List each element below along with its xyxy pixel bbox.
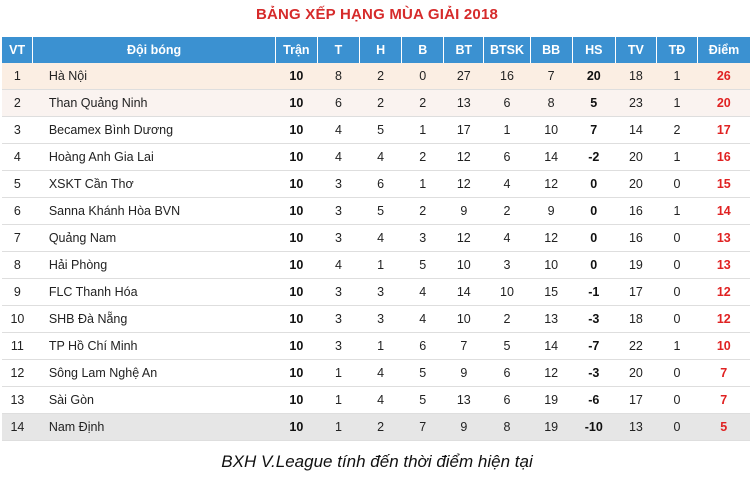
rank-cell: 11 [2,333,33,360]
played-cell: 10 [275,144,317,171]
points-cell: 12 [698,306,750,333]
header-played: Trận [275,37,317,63]
goal-diff-cell: -7 [572,333,615,360]
goals-against-cell: 9 [530,198,572,225]
goals-for-cell: 10 [444,252,484,279]
draws-cell: 4 [360,144,402,171]
draws-cell: 4 [360,360,402,387]
away-goals-cell: 6 [484,360,530,387]
played-cell: 10 [275,198,317,225]
goals-for-cell: 9 [444,198,484,225]
red-cards-cell: 0 [656,360,697,387]
goal-diff-cell: 7 [572,117,615,144]
table-row [2,387,750,414]
table-row [2,225,750,252]
away-goals-cell: 16 [484,63,530,90]
losses-cell: 5 [402,252,444,279]
header-wins: T [317,37,359,63]
wins-cell: 1 [317,360,359,387]
yellow-cards-cell: 14 [615,117,656,144]
points-cell: 20 [698,90,750,117]
goal-diff-cell: -3 [572,306,615,333]
draws-cell: 2 [360,63,402,90]
losses-cell: 2 [402,144,444,171]
losses-cell: 2 [402,90,444,117]
draws-cell: 3 [360,306,402,333]
table-row [2,414,750,441]
losses-cell: 2 [402,198,444,225]
away-goals-cell: 4 [484,171,530,198]
yellow-cards-cell: 22 [615,333,656,360]
rank-cell: 7 [2,225,33,252]
header-goals-against: BB [530,37,572,63]
wins-cell: 4 [317,144,359,171]
yellow-cards-cell: 16 [615,225,656,252]
draws-cell: 1 [360,252,402,279]
table-row [2,360,750,387]
losses-cell: 4 [402,306,444,333]
header-losses: B [402,37,444,63]
losses-cell: 7 [402,414,444,441]
rank-cell: 2 [2,90,33,117]
away-goals-cell: 2 [484,198,530,225]
away-goals-cell: 6 [484,90,530,117]
header-team: Đội bóng [33,37,275,63]
yellow-cards-cell: 16 [615,198,656,225]
rank-cell: 4 [2,144,33,171]
played-cell: 10 [275,63,317,90]
losses-cell: 0 [402,63,444,90]
table-row [2,252,750,279]
played-cell: 10 [275,279,317,306]
team-name-cell: SHB Đà Nẵng [33,306,275,333]
goal-diff-cell: 20 [572,63,615,90]
header-yellow-cards: TV [615,37,656,63]
yellow-cards-cell: 18 [615,63,656,90]
wins-cell: 6 [317,90,359,117]
points-cell: 10 [698,333,750,360]
red-cards-cell: 1 [656,63,697,90]
team-name-cell: Hoàng Anh Gia Lai [33,144,275,171]
goals-against-cell: 10 [530,252,572,279]
goals-against-cell: 8 [530,90,572,117]
points-cell: 12 [698,279,750,306]
goal-diff-cell: -1 [572,279,615,306]
page-title: BẢNG XẾP HẠNG MÙA GIẢI 2018 [255,6,499,23]
wins-cell: 3 [317,225,359,252]
header-red-cards: TĐ [656,37,697,63]
losses-cell: 5 [402,360,444,387]
draws-cell: 2 [360,90,402,117]
points-cell: 15 [698,171,750,198]
team-name-cell: Than Quảng Ninh [33,90,275,117]
rank-cell: 1 [2,63,33,90]
team-name-cell: TP Hồ Chí Minh [33,333,275,360]
team-name-cell: Quảng Nam [33,225,275,252]
goals-against-cell: 10 [530,117,572,144]
wins-cell: 4 [317,117,359,144]
rank-cell: 9 [2,279,33,306]
played-cell: 10 [275,360,317,387]
team-name-cell: Becamex Bình Dương [33,117,275,144]
away-goals-cell: 3 [484,252,530,279]
wins-cell: 3 [317,171,359,198]
away-goals-cell: 2 [484,306,530,333]
table-row [2,198,750,225]
yellow-cards-cell: 13 [615,414,656,441]
yellow-cards-cell: 20 [615,171,656,198]
away-goals-cell: 5 [484,333,530,360]
wins-cell: 4 [317,252,359,279]
goal-diff-cell: -10 [572,414,615,441]
rank-cell: 13 [2,387,33,414]
points-cell: 7 [698,360,750,387]
goals-for-cell: 27 [444,63,484,90]
goals-against-cell: 13 [530,306,572,333]
table-row [2,117,750,144]
header-draws: H [360,37,402,63]
played-cell: 10 [275,414,317,441]
red-cards-cell: 0 [656,171,697,198]
losses-cell: 1 [402,171,444,198]
away-goals-cell: 1 [484,117,530,144]
goals-against-cell: 14 [530,144,572,171]
played-cell: 10 [275,306,317,333]
draws-cell: 2 [360,414,402,441]
yellow-cards-cell: 20 [615,144,656,171]
team-name-cell: Sông Lam Nghệ An [33,360,275,387]
table-row [2,90,750,117]
wins-cell: 3 [317,333,359,360]
goal-diff-cell: -6 [572,387,615,414]
header-away-goals: BTSK [484,37,530,63]
losses-cell: 5 [402,387,444,414]
standings-table [2,37,750,441]
away-goals-cell: 10 [484,279,530,306]
rank-cell: 10 [2,306,33,333]
wins-cell: 1 [317,414,359,441]
goals-for-cell: 13 [444,90,484,117]
red-cards-cell: 0 [656,225,697,252]
wins-cell: 3 [317,198,359,225]
away-goals-cell: 8 [484,414,530,441]
rank-cell: 12 [2,360,33,387]
goal-diff-cell: -2 [572,144,615,171]
table-header-row [2,37,750,63]
goals-for-cell: 9 [444,360,484,387]
points-cell: 14 [698,198,750,225]
played-cell: 10 [275,387,317,414]
header-points: Điểm [698,37,750,63]
header-rank: VT [2,37,33,63]
draws-cell: 5 [360,117,402,144]
yellow-cards-cell: 17 [615,279,656,306]
draws-cell: 5 [360,198,402,225]
points-cell: 5 [698,414,750,441]
header-goal-diff: HS [572,37,615,63]
goal-diff-cell: -3 [572,360,615,387]
red-cards-cell: 0 [656,279,697,306]
table-row [2,306,750,333]
goals-for-cell: 10 [444,306,484,333]
goals-for-cell: 14 [444,279,484,306]
draws-cell: 4 [360,387,402,414]
yellow-cards-cell: 17 [615,387,656,414]
red-cards-cell: 0 [656,387,697,414]
team-name-cell: XSKT Cần Thơ [33,171,275,198]
table-row [2,171,750,198]
goals-against-cell: 19 [530,387,572,414]
rank-cell: 3 [2,117,33,144]
goals-for-cell: 9 [444,414,484,441]
goals-against-cell: 14 [530,333,572,360]
played-cell: 10 [275,171,317,198]
points-cell: 13 [698,225,750,252]
goal-diff-cell: 5 [572,90,615,117]
away-goals-cell: 4 [484,225,530,252]
red-cards-cell: 0 [656,306,697,333]
goal-diff-cell: 0 [572,252,615,279]
team-name-cell: FLC Thanh Hóa [33,279,275,306]
table-row [2,333,750,360]
losses-cell: 3 [402,225,444,252]
team-name-cell: Sanna Khánh Hòa BVN [33,198,275,225]
points-cell: 16 [698,144,750,171]
red-cards-cell: 1 [656,333,697,360]
wins-cell: 1 [317,387,359,414]
rank-cell: 6 [2,198,33,225]
goal-diff-cell: 0 [572,171,615,198]
draws-cell: 1 [360,333,402,360]
goal-diff-cell: 0 [572,225,615,252]
goals-against-cell: 12 [530,225,572,252]
goals-for-cell: 13 [444,387,484,414]
played-cell: 10 [275,90,317,117]
played-cell: 10 [275,333,317,360]
losses-cell: 6 [402,333,444,360]
rank-cell: 14 [2,414,33,441]
goal-diff-cell: 0 [572,198,615,225]
points-cell: 7 [698,387,750,414]
goals-against-cell: 19 [530,414,572,441]
yellow-cards-cell: 23 [615,90,656,117]
image-caption: BXH V.League tính đến thời điểm hiện tại [221,452,533,471]
wins-cell: 3 [317,279,359,306]
points-cell: 13 [698,252,750,279]
goals-for-cell: 12 [444,171,484,198]
red-cards-cell: 2 [656,117,697,144]
table-row [2,144,750,171]
points-cell: 26 [698,63,750,90]
goals-against-cell: 12 [530,360,572,387]
losses-cell: 1 [402,117,444,144]
played-cell: 10 [275,225,317,252]
team-name-cell: Hà Nội [33,63,275,90]
losses-cell: 4 [402,279,444,306]
goals-for-cell: 12 [444,144,484,171]
wins-cell: 3 [317,306,359,333]
team-name-cell: Hải Phòng [33,252,275,279]
draws-cell: 4 [360,225,402,252]
rank-cell: 8 [2,252,33,279]
points-cell: 17 [698,117,750,144]
draws-cell: 3 [360,279,402,306]
red-cards-cell: 1 [656,144,697,171]
yellow-cards-cell: 20 [615,360,656,387]
team-name-cell: Nam Định [33,414,275,441]
team-name-cell: Sài Gòn [33,387,275,414]
red-cards-cell: 1 [656,90,697,117]
rank-cell: 5 [2,171,33,198]
wins-cell: 8 [317,63,359,90]
red-cards-cell: 0 [656,414,697,441]
goals-for-cell: 12 [444,225,484,252]
draws-cell: 6 [360,171,402,198]
red-cards-cell: 0 [656,252,697,279]
played-cell: 10 [275,117,317,144]
red-cards-cell: 1 [656,198,697,225]
goals-for-cell: 17 [444,117,484,144]
goals-against-cell: 15 [530,279,572,306]
table-row [2,63,750,90]
header-goals-for: BT [444,37,484,63]
yellow-cards-cell: 19 [615,252,656,279]
played-cell: 10 [275,252,317,279]
goals-against-cell: 7 [530,63,572,90]
goals-for-cell: 7 [444,333,484,360]
table-row [2,279,750,306]
away-goals-cell: 6 [484,387,530,414]
goals-against-cell: 12 [530,171,572,198]
yellow-cards-cell: 18 [615,306,656,333]
away-goals-cell: 6 [484,144,530,171]
